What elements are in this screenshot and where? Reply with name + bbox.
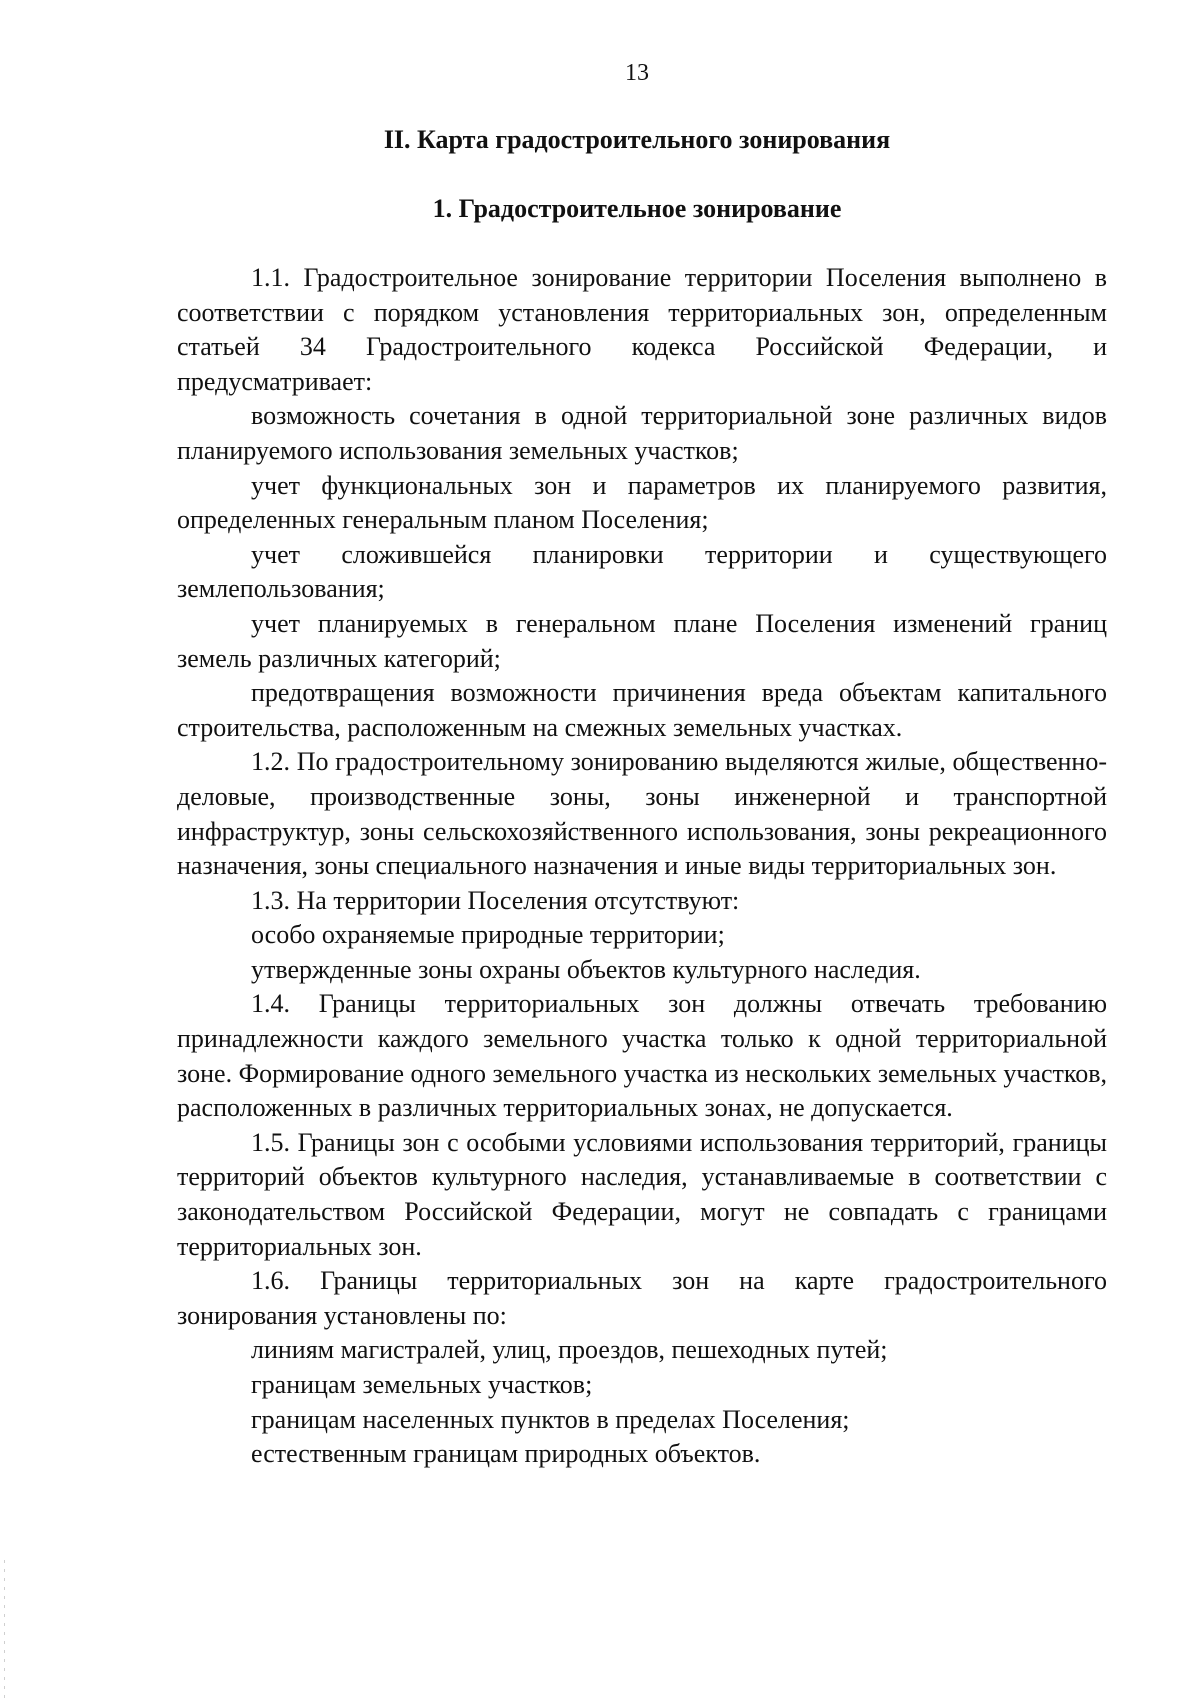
- page-number: 13: [625, 60, 649, 86]
- list-item-land-plots: границам земельных участков;: [251, 1370, 593, 1399]
- list-item-heritage-zones: утвержденные зоны охраны объектов культурного наследия.: [251, 954, 921, 984]
- list-item-natural-objects: естественным границам природных объектов.: [251, 1439, 761, 1469]
- section-title: II. Карта градостроительного зонирования: [383, 125, 891, 154]
- paragraph-1-2: 1.2. По градостроительному зонированию выделяются жилые, общественно-деловые, производственные зоны, зоны инженерной и транспортной инфраструктур, зоны сельскохозяйственного использования, зоны рекреационного назначения, зоны специального назначения и иные виды территориальных зон.: [177, 747, 1107, 881]
- list-item-damage-prevention: предотвращения возможности причинения вреда объектам капитального строительства, расположенным на смежных земельных участках.: [177, 678, 1107, 742]
- list-item-combination: возможность сочетания в одной территориальной зоне различных видов планируемого использования земельных участков;: [177, 401, 1107, 465]
- list-item-functional-zones: учет функциональных зон и параметров их планируемого развития, определенных генеральным планом Поселения;: [177, 470, 1107, 535]
- paragraph-1-3: 1.3. На территории Поселения отсутствуют:: [251, 885, 740, 915]
- list-item-settlements: границам населенных пунктов в пределах Поселения;: [251, 1404, 850, 1434]
- paragraph-1-1: 1.1. Градостроительное зонирование территории Поселения выполнено в соответствии с порядком установления территориальных зон, определенным статьей 34 Градостроительного кодекса Российской Федерации, и предусматривает:: [177, 263, 1107, 396]
- list-item-existing-layout: учет сложившейся планировки территории и существующего землепользования;: [177, 539, 1107, 604]
- list-item-boundary-changes: учет планируемых в генеральном плане Поселения изменений границ земель различных категорий;: [177, 608, 1107, 673]
- subsection-title: 1. Градостроительное зонирование: [432, 194, 842, 223]
- list-item-protected-areas: особо охраняемые природные территории;: [251, 920, 725, 950]
- document-body: [177, 261, 1107, 1472]
- paragraph-1-5: 1.5. Границы зон с особыми условиями использования территорий, границы территорий объектов культурного наследия, устанавливаемые в соответствии с законодательством Российской Федерации, могут не совпадать с границами территориальных зон.: [177, 1127, 1107, 1261]
- list-item-streets: линиям магистралей, улиц, проездов, пешеходных путей;: [251, 1335, 888, 1365]
- scan-edge-mark: [4, 1560, 5, 1700]
- paragraph-1-4: 1.4. Границы территориальных зон должны отвечать требованию принадлежности каждого земельного участка только к одной территориальной зоне. Формирование одного земельного участка из нескольких земельных участков, расположенных в различных территориальных зонах, не допускается.: [177, 989, 1107, 1123]
- paragraph-1-6: 1.6. Границы территориальных зон на карте градостроительного зонирования установлены по:: [177, 1266, 1107, 1330]
